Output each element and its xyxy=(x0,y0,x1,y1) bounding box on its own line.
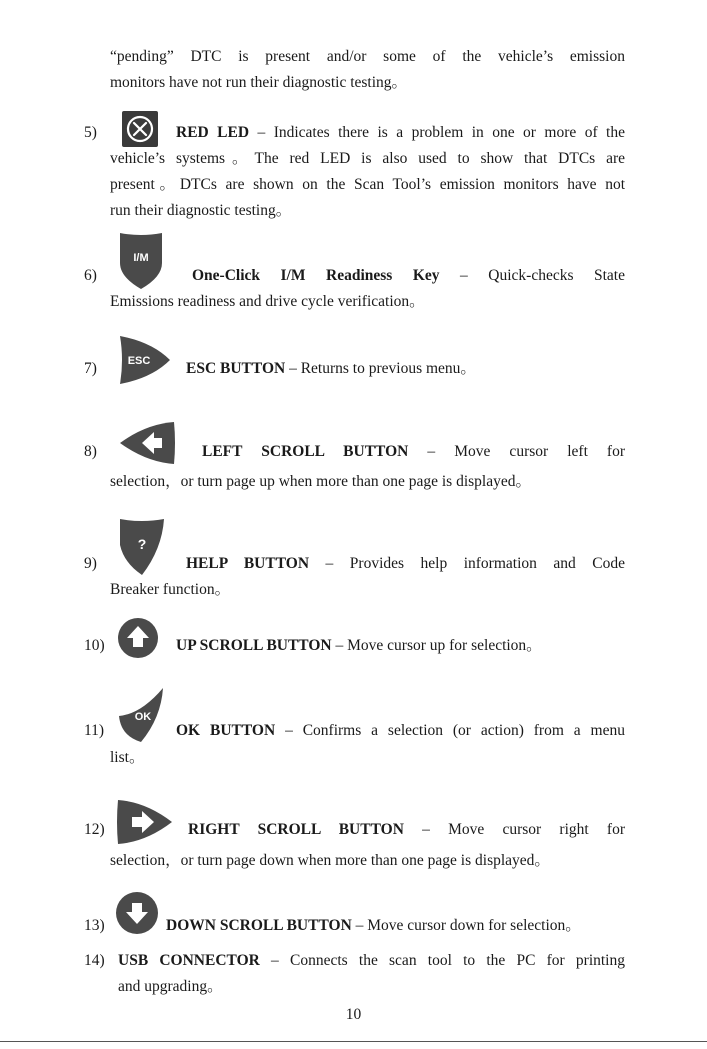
item-title: One-Click I/M Readiness Key xyxy=(192,267,440,284)
item-number: 9) xyxy=(84,555,97,572)
svg-text:I/M: I/M xyxy=(133,252,149,264)
up-arrow-icon xyxy=(117,617,159,659)
item-first-line xyxy=(188,817,625,843)
item-text-line: present。DTCs are shown on the Scan Tool’s emission monitors have not xyxy=(110,176,625,193)
item-first-line xyxy=(186,551,625,577)
item-title: UP SCROLL BUTTON xyxy=(176,637,332,654)
item-number: 14) xyxy=(84,952,105,969)
item-first-line xyxy=(118,948,625,974)
red-led-x-icon xyxy=(122,111,158,147)
item-title: ESC BUTTON xyxy=(186,360,286,377)
left-arrow-icon xyxy=(116,418,178,468)
right-arrow-icon xyxy=(114,796,176,848)
item-first-line xyxy=(202,439,625,465)
item-text-line: vehicle’s systems。The red LED is also used to show that DTCs are xyxy=(110,150,625,167)
item-text-line: and upgrading。 xyxy=(118,978,223,995)
item-text-line: selection，or turn page down when more than one page is displayed。 xyxy=(110,852,550,869)
item-desc: – Move cursor right for xyxy=(403,821,625,838)
item-text-line: Breaker function。 xyxy=(110,581,231,598)
ok-button-icon xyxy=(115,684,169,746)
item-desc: – Move cursor down for selection。 xyxy=(351,917,581,934)
item-text-line: Emissions readiness and drive cycle verification。 xyxy=(110,293,425,310)
item-title: LEFT SCROLL BUTTON xyxy=(202,443,409,460)
footer-divider xyxy=(0,1041,707,1042)
item-desc: – Move cursor left for xyxy=(408,443,625,460)
item-title: OK BUTTON xyxy=(176,722,276,739)
item-number: 11) xyxy=(84,722,105,739)
item-first-line xyxy=(166,913,581,939)
item-text-line: list。 xyxy=(110,749,145,766)
item-number: 10) xyxy=(84,637,105,654)
down-arrow-icon xyxy=(115,891,159,935)
item-first-line xyxy=(176,718,625,744)
item-title: RIGHT SCROLL BUTTON xyxy=(188,821,404,838)
item-desc: – Confirms a selection (or action) from a menu xyxy=(275,722,625,739)
esc-button-icon xyxy=(116,332,174,388)
im-key-icon xyxy=(116,229,166,293)
item-first-line xyxy=(176,633,542,659)
item-desc: – Connects the scan tool to the PC for printing xyxy=(259,952,625,969)
item-number: 5) xyxy=(84,124,97,141)
svg-text:?: ? xyxy=(137,536,147,552)
item-title: HELP BUTTON xyxy=(186,555,310,572)
intro-line-1: “pending” DTC is present and/or some of the vehicle’s emission xyxy=(110,48,625,65)
item-first-line xyxy=(176,120,625,146)
item-number: 13) xyxy=(84,917,105,934)
item-title: USB CONNECTOR xyxy=(118,952,260,969)
item-desc: – Indicates there is a problem in one or more of the xyxy=(249,124,625,141)
item-title: RED LED xyxy=(176,124,250,141)
item-desc: – Provides help information and Code xyxy=(309,555,625,572)
item-text-line: selection，or turn page up when more than one page is displayed。 xyxy=(110,473,531,490)
item-desc: – Move cursor up for selection。 xyxy=(331,637,542,654)
item-desc: – Returns to previous menu。 xyxy=(285,360,476,377)
item-number: 6) xyxy=(84,267,97,284)
item-number: 7) xyxy=(84,360,97,377)
intro-line-2: monitors have not run their diagnostic testing。 xyxy=(110,74,408,91)
item-title: DOWN SCROLL BUTTON xyxy=(166,917,352,934)
page-number: 10 xyxy=(345,1006,362,1023)
svg-text:ESC: ESC xyxy=(127,355,151,367)
item-text-line: run their diagnostic testing。 xyxy=(110,202,292,219)
item-number: 12) xyxy=(84,821,105,838)
item-desc: – Quick-checks State xyxy=(439,267,625,284)
svg-text:OK: OK xyxy=(134,711,152,723)
item-first-line xyxy=(192,263,625,289)
help-button-icon xyxy=(114,515,168,579)
item-number: 8) xyxy=(84,443,97,460)
item-first-line xyxy=(186,356,476,382)
